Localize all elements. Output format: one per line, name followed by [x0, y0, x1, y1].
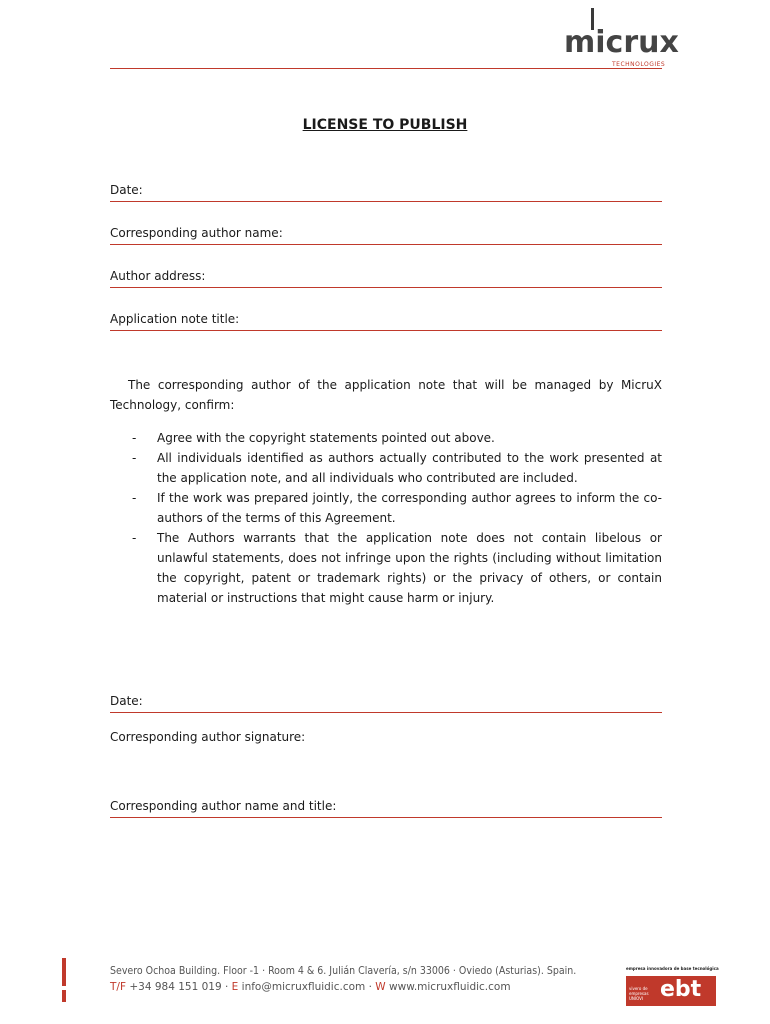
author-name-field[interactable]: [110, 226, 662, 245]
list-item: [110, 428, 662, 448]
author-signature-field[interactable]: [110, 730, 662, 744]
field-underline: [110, 201, 662, 202]
bullet-dash: -: [132, 451, 137, 465]
author-signature-label: Corresponding author signature:: [110, 730, 306, 744]
field-underline: [110, 244, 662, 245]
footer-logo-mark: [62, 958, 66, 1002]
field-underline: [110, 817, 662, 818]
badge-ebt-text: ebt: [660, 977, 702, 1002]
list-item: [110, 488, 662, 528]
list-item-text: Agree with the copyright statements pointed out above.: [157, 431, 495, 445]
field-underline: [110, 330, 662, 331]
logo-wordmark: micrux: [564, 25, 679, 60]
bullet-dash: -: [132, 431, 137, 445]
ebt-badge: [626, 966, 719, 1006]
badge-caption: empresa innovadora de base tecnológica: [626, 966, 719, 971]
author-name-title-field[interactable]: [110, 799, 662, 818]
footer-address: Severo Ochoa Building. Floor -1 · Room 4 & 6. Julián Clavería, s/n 33006 · Oviedo (Asturias). Spain.: [110, 965, 577, 977]
page-title: LICENSE TO PUBLISH: [302, 117, 468, 133]
app-note-title-field[interactable]: [110, 312, 662, 331]
field-underline: [110, 287, 662, 288]
agreement-list: [110, 428, 662, 608]
bullet-dash: -: [132, 531, 137, 545]
list-item-text: All individuals identified as authors actually contributed to the work presented at the application note, and all individuals who contributed are included.: [157, 451, 662, 485]
author-address-field[interactable]: [110, 269, 662, 288]
author-name-title-label: Corresponding author name and title:: [110, 799, 337, 813]
footer-email[interactable]: info@micruxfluidic.com ·: [241, 981, 372, 993]
web-label: W: [375, 981, 386, 993]
list-item-text: If the work was prepared jointly, the corresponding author agrees to inform the co-authors of the terms of this Agreement.: [157, 491, 662, 525]
footer-contact: [110, 981, 511, 993]
badge-box: [626, 976, 716, 1006]
email-label: E: [231, 981, 239, 993]
list-item: [110, 528, 662, 608]
list-item: [110, 448, 662, 488]
signature-date-field[interactable]: [110, 694, 662, 713]
footer-phone: +34 984 151 019 ·: [129, 981, 229, 993]
field-underline: [110, 712, 662, 713]
signature-date-label: Date:: [110, 694, 143, 708]
badge-small-text: vivero de empresas UNIOVI: [629, 986, 649, 1001]
intro-paragraph: The corresponding author of the application note that will be managed by MicruX Technology, confirm:: [110, 378, 662, 412]
header-divider: [110, 68, 662, 69]
footer-website[interactable]: www.micruxfluidic.com: [389, 981, 511, 993]
micrux-logo: [560, 8, 679, 70]
phone-label: T/F: [110, 981, 126, 993]
author-name-label: Corresponding author name:: [110, 226, 283, 240]
bullet-dash: -: [132, 491, 137, 505]
date-field[interactable]: [110, 183, 662, 202]
app-note-title-label: Application note title:: [110, 312, 240, 326]
list-item-text: The Authors warrants that the application note does not contain libelous or unlawful statements, does not infringe upon the rights (including without limitation the copyright, patent or trademark rights) or the privacy of others, or contain material or instructions that might cause harm or injury.: [157, 531, 662, 605]
author-address-label: Author address:: [110, 269, 206, 283]
date-label: Date:: [110, 183, 143, 197]
logo-subtitle: TECHNOLOGIES: [612, 61, 666, 68]
